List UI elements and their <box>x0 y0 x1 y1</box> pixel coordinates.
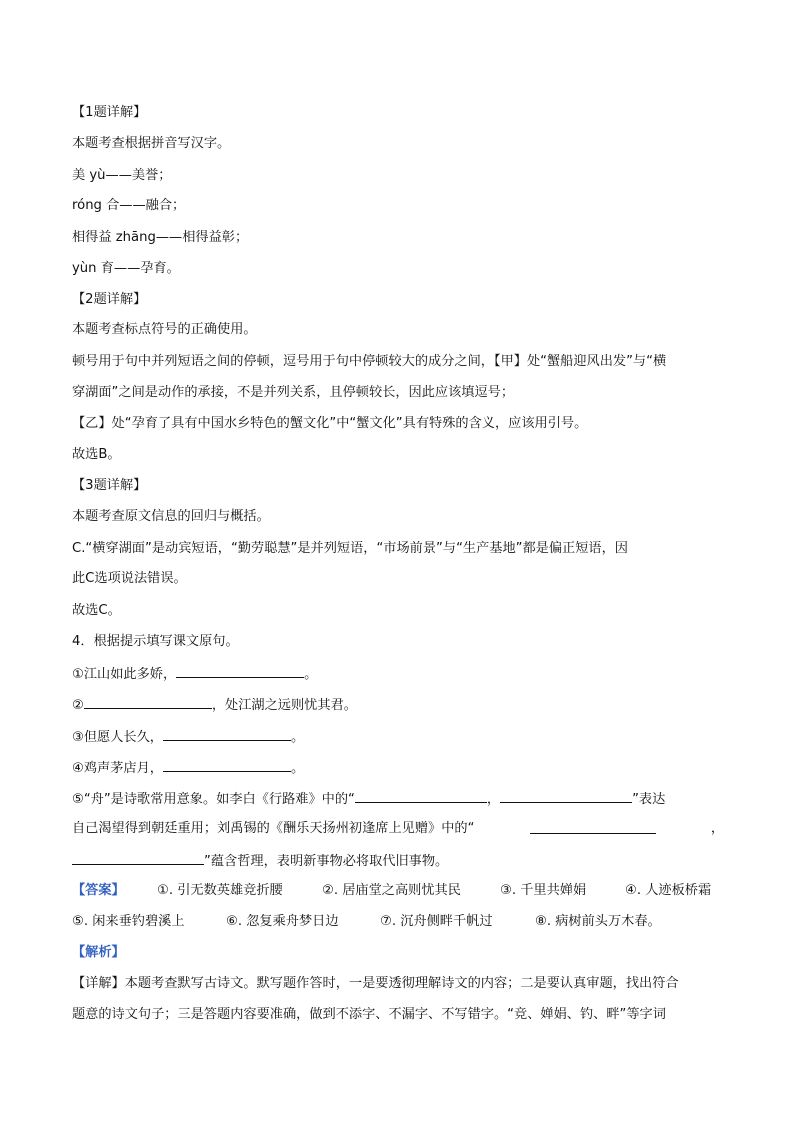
q4-blank-4[interactable] <box>163 758 291 772</box>
q4-item-2 <box>72 695 357 715</box>
q2-line-2: 穿湖面”之间是动作的承接，不是并列关系，且停顿较长，因此应该填逗号； <box>72 385 515 400</box>
q4-item-5-last <box>72 851 448 871</box>
q4-title: 4．根据提示填写课文原句。 <box>72 634 239 649</box>
q4-blank-8[interactable] <box>72 851 204 865</box>
answer-label: 【答案】 <box>72 883 125 898</box>
q4-item-3-text: ③但愿人长久， <box>72 730 163 745</box>
q4-item-5 <box>72 789 665 809</box>
answer-1: ①. 引无数英雄竞折腰 <box>157 883 283 898</box>
q3-line-2: 此C选项说法错误。 <box>72 571 187 586</box>
q4-item-5-cont-text: 自己渴望得到朝廷重用；刘禹锡的《酬乐天扬州初逢席上见赠》中的“ <box>72 821 475 836</box>
answer-4: ④. 人迹板桥霜 <box>625 883 712 898</box>
q4-item-1 <box>72 664 317 684</box>
q4-item-4-end: 。 <box>290 761 305 776</box>
q1-intro: 本题考查根据拼音写汉字。 <box>72 136 231 151</box>
q4-item-5-cont <box>72 820 724 838</box>
answer-7: ⑦. 沉舟侧畔千帆过 <box>380 914 493 929</box>
q2-heading: 【2题详解】 <box>72 292 147 307</box>
q1-line-3: 相得益 zhāng——相得益彰； <box>72 230 249 245</box>
answer-3: ③. 千里共婵娟 <box>500 883 587 898</box>
q4-item-4-text: ④鸡声茅店月， <box>72 761 163 776</box>
q2-intro: 本题考查标点符号的正确使用。 <box>72 322 257 337</box>
q4-blank-3[interactable] <box>163 727 291 741</box>
q1-line-1: 美 yù——美誉； <box>72 168 172 183</box>
q2-line-3: 【乙】处“孕育了具有中国水乡特色的蟹文化”中“蟹文化”具有特殊的含义，应该用引号。 <box>72 416 588 431</box>
q4-item-5-end: ”表达 <box>632 792 666 807</box>
answer-8: ⑧. 病树前头万木春。 <box>535 914 661 929</box>
q4-item-1-text: ①江山如此多娇， <box>72 667 177 682</box>
q4-blank-5[interactable] <box>355 789 487 803</box>
q3-line-1: C.“横穿湖面”是动宾短语，“勤劳聪慧”是并列短语，“市场前景”与“生产基地”都是偏正短语，因 <box>72 541 628 556</box>
q4-item-2-end: ，处江湖之远则忧其君。 <box>211 698 357 713</box>
q4-blank-6[interactable] <box>500 789 632 803</box>
q3-heading: 【3题详解】 <box>72 478 147 493</box>
q2-line-4: 故选B。 <box>72 447 121 462</box>
q4-item-4 <box>72 758 304 778</box>
q1-line-4: yùn 育——孕育。 <box>72 261 180 276</box>
q4-blank-1[interactable] <box>176 664 304 678</box>
q4-blank-7[interactable] <box>530 820 656 834</box>
answer-2: ②. 居庙堂之高则忧其民 <box>322 883 461 898</box>
q4-blank-2[interactable] <box>84 695 212 709</box>
q2-line-1: 顿号用于句中并列短语之间的停顿，逗号用于句中停顿较大的成分之间，【甲】处“蟹船迎风出发”与“横 <box>72 354 667 369</box>
q4-item-2-text: ② <box>72 698 84 713</box>
q3-line-3: 故选C。 <box>72 603 121 618</box>
q4-item-5-comma: ， <box>486 792 501 807</box>
q4-item-5-text: ⑤“舟”是诗歌常用意象。如李白《行路难》中的“ <box>72 792 355 807</box>
q3-intro: 本题考查原文信息的回归与概括。 <box>72 509 270 524</box>
q1-heading: 【1题详解】 <box>72 105 147 120</box>
q1-line-2: róng 合——融合； <box>72 198 186 213</box>
q4-item-5-cont-comma: ， <box>710 821 724 836</box>
answer-6: ⑥. 忽复乘舟梦日边 <box>226 914 339 929</box>
analysis-line-2: 题意的诗文句子；三是答题内容要准确，做到不添字、不漏字、不写错字。“竞、婵娟、钓、畔”等字词 <box>72 1007 666 1022</box>
analysis-label: 【解析】 <box>72 945 125 960</box>
answer-5: ⑤. 闲来垂钓碧溪上 <box>72 914 185 929</box>
analysis-detail-label: 【详解】 <box>72 976 125 991</box>
q4-item-3-end: 。 <box>290 730 305 745</box>
q4-item-5-last-text: ”蕴含哲理，表明新事物必将取代旧事物。 <box>204 854 449 869</box>
analysis-line-1 <box>72 975 679 993</box>
analysis-line-1-text: 本题考查默写古诗文。默写题作答时，一是要透彻理解诗文的内容；二是要认真审题，找出符合 <box>124 976 679 991</box>
q4-item-3 <box>72 727 304 747</box>
q4-item-1-end: 。 <box>304 667 318 682</box>
